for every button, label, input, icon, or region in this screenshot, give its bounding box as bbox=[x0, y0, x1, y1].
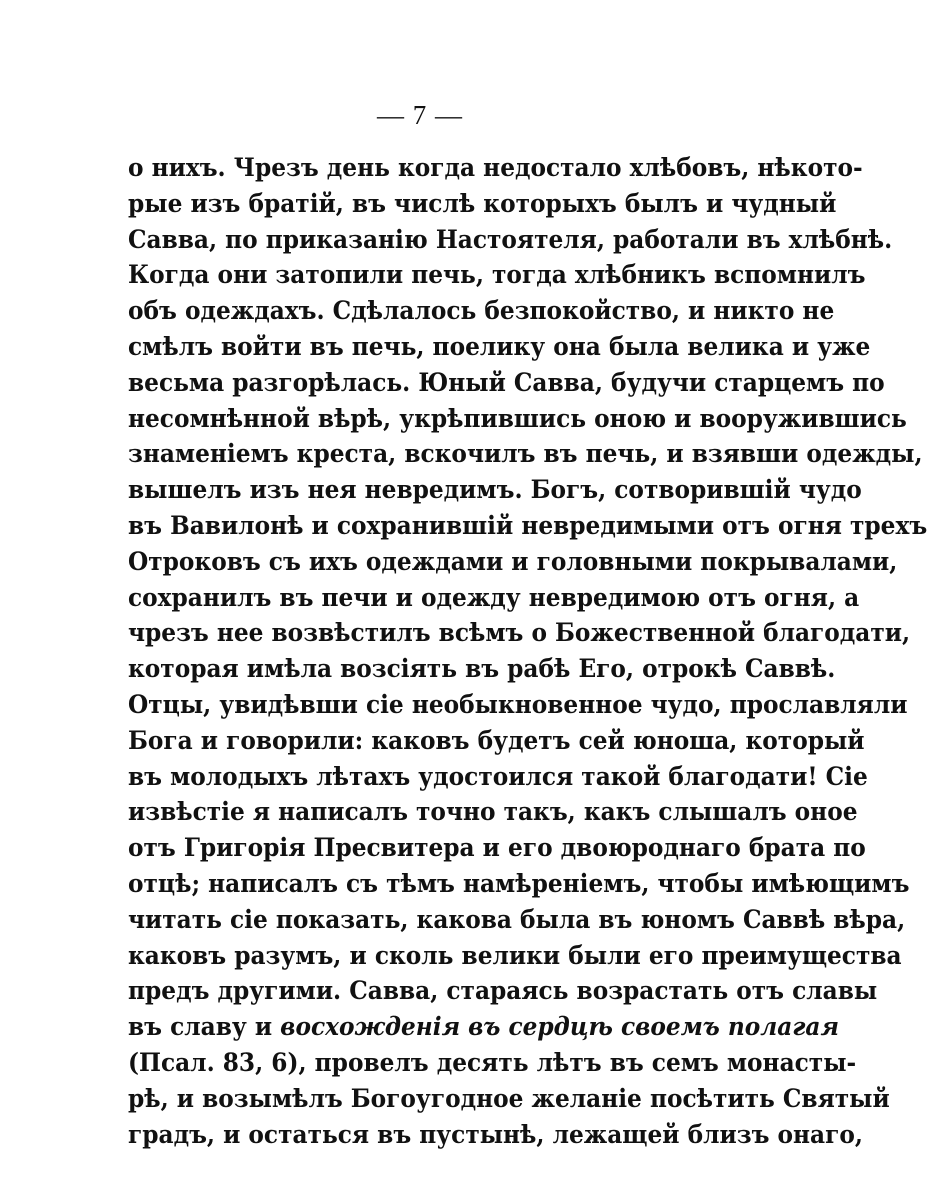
text-line: которая имѣла возсіять въ рабѣ Его, отрокѣ Саввѣ. bbox=[128, 654, 836, 684]
text-line: градъ, и остаться въ пустынѣ, лежащей близъ онаго, bbox=[128, 1119, 863, 1149]
text-line-mixed bbox=[128, 1009, 839, 1045]
text-italic-quote: восхожденія въ сердцѣ своемъ полагая bbox=[280, 1012, 839, 1042]
text-line: Бога и говорили: каковъ будетъ сей юноша, который bbox=[128, 725, 865, 755]
text-regular-part: въ славу и bbox=[128, 1012, 273, 1042]
text-line: (Псал. 83, 6), провелъ десять лѣтъ въ семъ монасты- bbox=[128, 1047, 857, 1077]
text-line: извѣстіе я написалъ точно такъ, какъ слышалъ оное bbox=[128, 797, 858, 827]
text-line: весьма разгорѣлась. Юный Савва, будучи старцемъ по bbox=[128, 367, 885, 397]
text-line: сохранилъ въ печи и одежду невредимою отъ огня, а bbox=[128, 582, 860, 612]
text-line: читать сіе показать, какова была въ юномъ Саввѣ вѣра, bbox=[128, 904, 906, 934]
body-text bbox=[128, 150, 927, 1152]
text-line: смѣлъ войти въ печь, поелику она была велика и уже bbox=[128, 331, 871, 361]
text-line: каковъ разумъ, и сколь велики были его преимущества bbox=[128, 940, 902, 970]
text-line: чрезъ нее возвѣстилъ всѣмъ о Божественной благодати, bbox=[128, 618, 911, 648]
page-number: — 7 — bbox=[377, 100, 463, 130]
text-line: рѣ, и возымѣлъ Богоугодное желаніе посѣтить Святый bbox=[128, 1083, 890, 1113]
text-line: предъ другими. Савва, стараясь возрастать отъ славы bbox=[128, 976, 878, 1006]
text-line: въ молодыхъ лѣтахъ удостоился такой благодати! Сіе bbox=[128, 761, 868, 791]
text-line: Отцы, увидѣвши сіе необыкновенное чудо, прославляли bbox=[128, 689, 908, 719]
text-line: отъ Григорія Пресвитера и его двоюроднаго брата по bbox=[128, 833, 866, 863]
text-line: отцѣ; написалъ съ тѣмъ намѣреніемъ, чтобы имѣющимъ bbox=[128, 868, 910, 898]
text-line: о нихъ. Чрезъ день когда недостало хлѣбовъ, нѣкото- bbox=[128, 153, 863, 182]
text-line: вышелъ изъ нея невредимъ. Богъ, сотворившій чудо bbox=[128, 475, 862, 505]
text-line: Отроковъ съ ихъ одеждами и головными покрывалами, bbox=[128, 546, 898, 576]
text-line: въ Вавилонѣ и сохранившій невредимыми отъ огня трехъ bbox=[128, 510, 927, 540]
text-line: знаменіемъ креста, вскочилъ въ печь, и взявши одежды, bbox=[128, 439, 923, 469]
text-line: Когда они затопили печь, тогда хлѣбникъ вспомнилъ bbox=[128, 260, 866, 290]
text-line: объ одеждахъ. Сдѣлалось безпокойство, и никто не bbox=[128, 296, 835, 326]
text-line: Савва, по приказанію Настоятеля, работали въ хлѣбнѣ. bbox=[128, 224, 893, 254]
text-line: рые изъ братій, въ числѣ которыхъ былъ и чудный bbox=[128, 188, 837, 218]
text-line: несомнѣнной вѣрѣ, укрѣпившись оною и вооружившись bbox=[128, 403, 907, 433]
